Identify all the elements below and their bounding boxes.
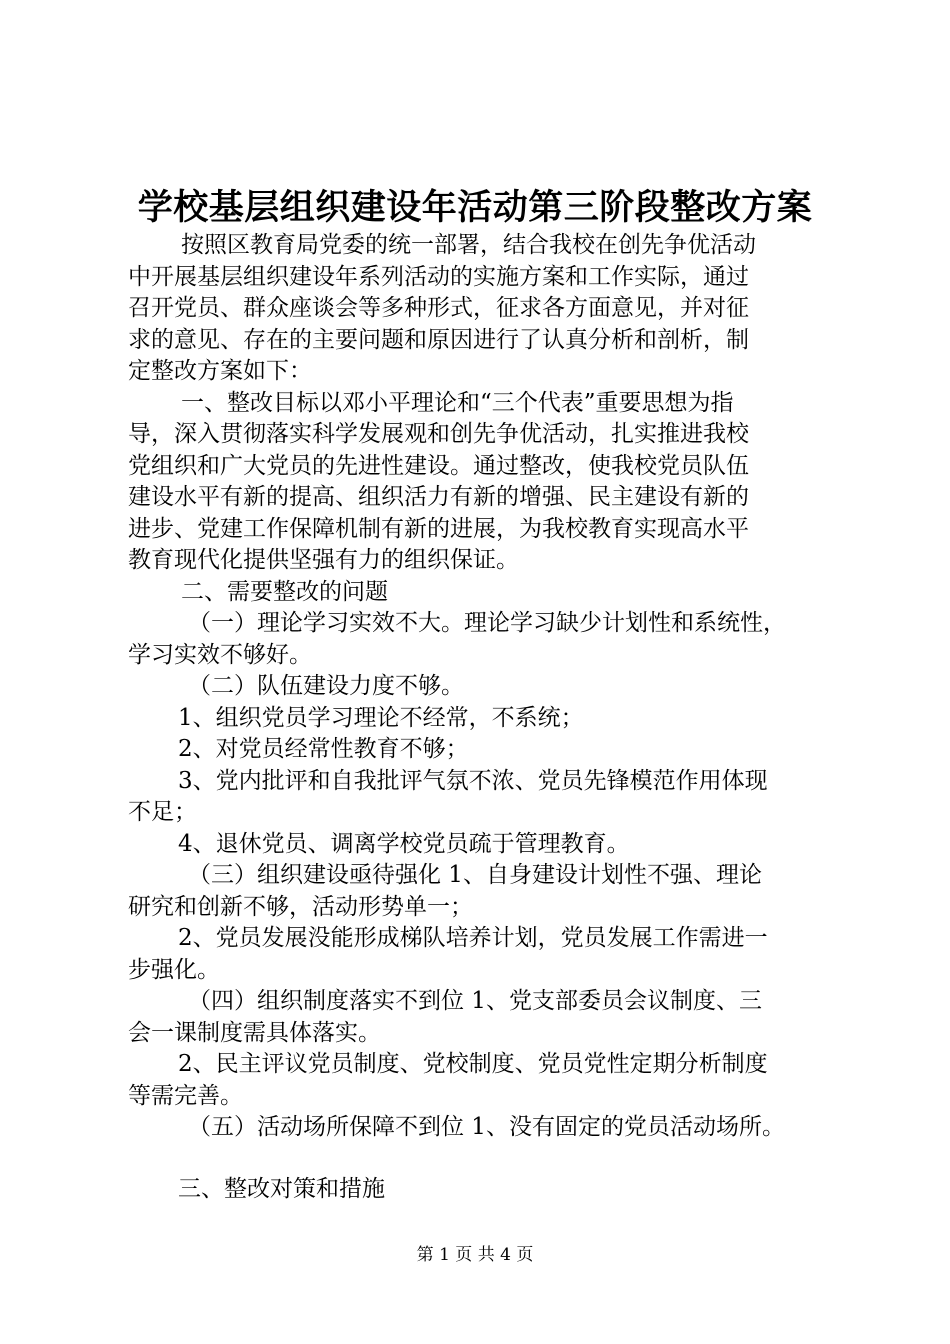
subsection-4: （四）组织制度落实不到位 1、党支部委员会议制度、三 [188, 988, 762, 1014]
list-item: 4、退休党员、调离学校党员疏于管理教育。 [178, 830, 630, 857]
subsection-2: （二）队伍建设力度不够。 [188, 673, 464, 699]
text-line: 等需完善。 [128, 1082, 243, 1109]
document-body [128, 230, 828, 1205]
text-line: 不足； [128, 799, 197, 825]
text-line: 进步、党建工作保障机制有新的进展，为我校教育实现高水平 [128, 515, 749, 542]
text-line: 中开展基层组织建设年系列活动的实施方案和工作实际，通过 [128, 263, 749, 290]
text-line: 教育现代化提供坚强有力的组织保证。 [128, 547, 519, 573]
subsection-5: （五）活动场所保障不到位 1、没有固定的党员活动场所。 [188, 1114, 785, 1140]
list-item: 3、党内批评和自我批评气氛不浓、党员先锋模范作用体现 [178, 767, 768, 794]
section-heading-2: 二、需要整改的问题 [181, 578, 388, 605]
subsection-3: （三）组织建设亟待强化 1、自身建设计划性不强、理论 [188, 862, 762, 888]
text-line: 建设水平有新的提高、组织活力有新的增强、民主建设有新的 [128, 484, 749, 510]
section-heading-1: 一、整改目标以邓小平理论和“三个代表”重要思想为指 [181, 389, 734, 416]
text-line: 按照区教育局党委的统一部署，结合我校在创先争优活动 [181, 232, 756, 258]
text-line: 会一课制度需具体落实。 [128, 1019, 381, 1046]
text-line: 步强化。 [128, 956, 220, 983]
text-line: 导，深入贯彻落实科学发展观和创先争优活动，扎实推进我校 [128, 421, 749, 447]
section-heading-3: 三、整改对策和措施 [178, 1175, 385, 1202]
text-line: 党组织和广大党员的先进性建设。通过整改，使我校党员队伍 [128, 452, 749, 479]
text-line: 研究和创新不够，活动形势单一； [128, 893, 473, 920]
text-line: 学习实效不够好。 [128, 641, 312, 668]
page-number: 第 1 页 共 4 页 [416, 1245, 534, 1265]
text-line: 召开党员、群众座谈会等多种形式，征求各方面意见，并对征 [128, 295, 749, 321]
text-line: 求的意见、存在的主要问题和原因进行了认真分析和剖析，制 [128, 326, 749, 353]
list-item: 2、民主评议党员制度、党校制度、党员党性定期分析制度 [178, 1051, 768, 1077]
list-item: 2、党员发展没能形成梯队培养计划，党员发展工作需进一 [178, 925, 768, 951]
document-title: 学校基层组织建设年活动第三阶段整改方案 [137, 188, 813, 228]
list-item: 1、组织党员学习理论不经常，不系统； [178, 704, 584, 731]
subsection-1: （一）理论学习实效不大。理论学习缺少计划性和系统性， [188, 610, 786, 636]
list-item: 2、对党员经常性教育不够； [178, 736, 469, 762]
text-line: 定整改方案如下： [128, 358, 312, 384]
